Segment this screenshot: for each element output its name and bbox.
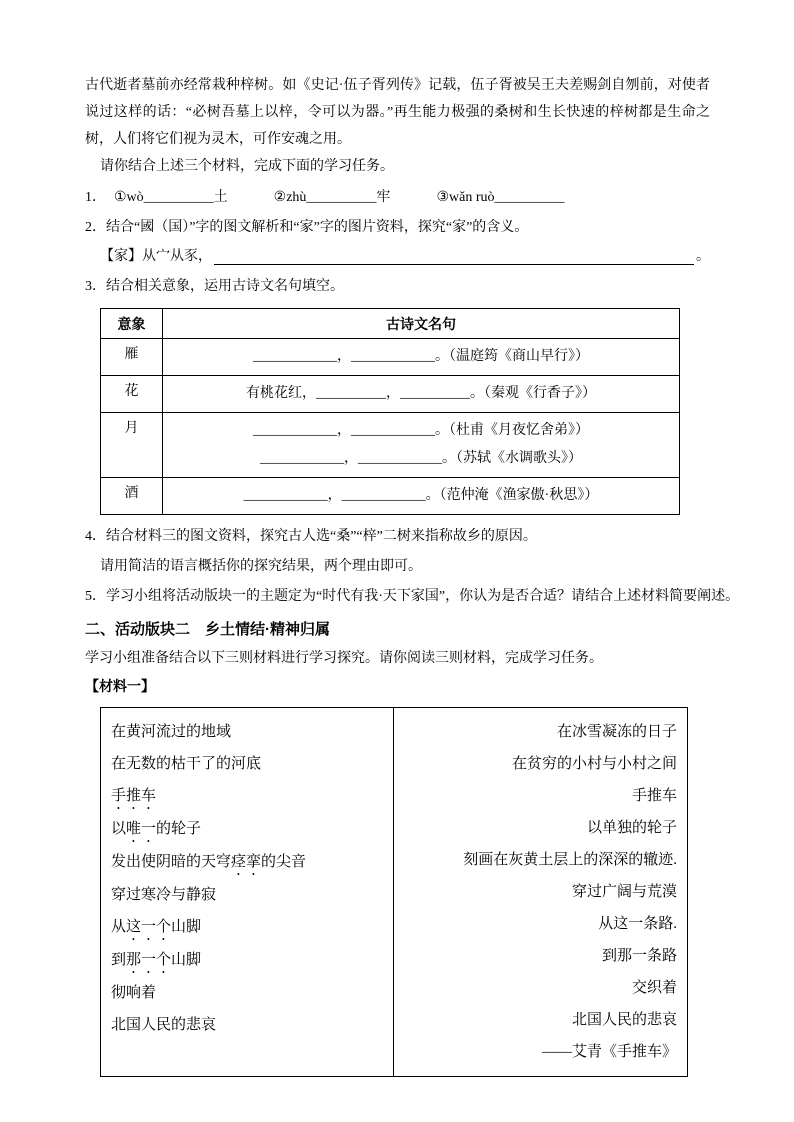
poem-line: 发出使阴暗的天穹痉挛的尖音 (111, 854, 307, 870)
poem-line: 彻响着 (111, 985, 157, 1001)
poem-line: 手推车 (631, 788, 677, 804)
question-3: 3．结合相关意象，运用古诗文名句填空。 (85, 279, 344, 294)
material-one-label: 【材料一】 (85, 680, 155, 695)
poem-right-column (394, 708, 687, 1076)
section-2-heading: 二、活动版块二 乡土情结·精神归属 (85, 621, 330, 638)
verse-line: 有桃花红，__________，__________。（秦观《行香子》） (246, 386, 596, 401)
verse-line: ____________，____________。（范仲淹《渔家傲·秋思》） (243, 488, 599, 503)
verse-line: ____________，____________。（苏轼《水调歌头》） (260, 451, 582, 466)
poem-line: 在贫穷的小村与小村之间 (511, 756, 677, 772)
poem-line: 到那一个山脚 (111, 952, 202, 968)
question-2: 2．结合“國（国）”字的图文解析和“家”字的图片资料，探究“家”的含义。 (85, 220, 529, 235)
task-intro: 请你结合上述三个材料，完成下面的学习任务。 (100, 159, 394, 174)
poem-box (100, 707, 688, 1077)
header-verses: 古诗文名句 (163, 309, 680, 339)
verse-cell (163, 376, 680, 413)
imagery-cell: 月 (101, 413, 163, 478)
imagery-cell: 花 (101, 376, 163, 413)
poem-line: 从这一个山脚 (111, 919, 202, 935)
table-header-row (101, 309, 680, 339)
question-4: 4．结合材料三的图文资料，探究古人选“桑”“梓”二树来指称故乡的原因。 (85, 529, 537, 544)
question-4-subtext: 请用简洁的语言概括你的探究结果，两个理由即可。 (100, 559, 422, 574)
intro-paragraph: 古代逝者墓前亦经常栽种梓树。如《史记·伍子胥列传》记载，伍子胥被吴王夫差赐剑自刎前，对使者说过这样的话：“必树吾墓上以梓，令可以为器。”再生能力极强的桑树和生长快速的梓树都是生命之树，人们将它们视为灵木，可作安魂之用。 (85, 78, 710, 147)
table-row (101, 339, 680, 376)
question-1 (85, 184, 710, 211)
verse-cell (163, 413, 680, 478)
poem-line: 在黄河流过的地域 (111, 724, 232, 740)
table-row (101, 478, 680, 515)
poem-line: ——艾青《手推车》 (541, 1044, 677, 1060)
question-1-number: 1． (85, 190, 106, 205)
poem-line: 以唯一的轮子 (111, 821, 202, 837)
poem-line: 从这一条路. (598, 916, 677, 932)
poem-line: 穿过寒冷与静寂 (111, 887, 217, 903)
verse-line: ____________，____________。（温庭筠《商山早行》） (253, 349, 589, 364)
question-2-answer-line (85, 243, 710, 270)
question-1-item: ②zhù__________牢 (273, 190, 391, 205)
answer-prefix: 【家】从宀从豕， (100, 249, 212, 264)
imagery-table (100, 308, 680, 515)
poem-line: 北国人民的悲哀 (571, 1012, 677, 1028)
verse-cell (163, 339, 680, 376)
table-row (101, 376, 680, 413)
poem-line: 到那一条路 (601, 948, 677, 964)
poem-line: 手推车 (111, 788, 157, 804)
poem-line: 在冰雪凝冻的日子 (556, 724, 677, 740)
poem-line: 以单独的轮子 (586, 820, 677, 836)
imagery-cell: 酒 (101, 478, 163, 515)
poem-line: 交织着 (631, 980, 677, 996)
question-5: 5．学习小组将活动版块一的主题定为“时代有我·天下家国”，你认为是否合适？请结合上述材料简要阐述。 (85, 589, 740, 604)
poem-line: 穿过广阔与荒漠 (571, 884, 677, 900)
poem-left-column (101, 708, 394, 1076)
verse-line: ____________，____________。（杜甫《月夜忆舍弟》） (253, 423, 589, 438)
section-2-intro: 学习小组准备结合以下三则材料进行学习探究。请你阅读三则材料，完成学习任务。 (85, 651, 603, 666)
answer-suffix: 。 (696, 249, 710, 264)
verse-cell (163, 478, 680, 515)
question-1-item: ③wǎn ruò__________ (436, 190, 565, 205)
header-imagery: 意象 (101, 309, 163, 339)
poem-line: 刻画在灰黄土层上的深深的辙迹. (463, 852, 677, 868)
question-1-item: ①wò__________土 (114, 190, 228, 205)
poem-line: 北国人民的悲哀 (111, 1017, 217, 1033)
blank-line (214, 264, 694, 265)
table-row (101, 413, 680, 478)
poem-line: 在无数的枯干了的河底 (111, 756, 262, 772)
imagery-cell: 雁 (101, 339, 163, 376)
